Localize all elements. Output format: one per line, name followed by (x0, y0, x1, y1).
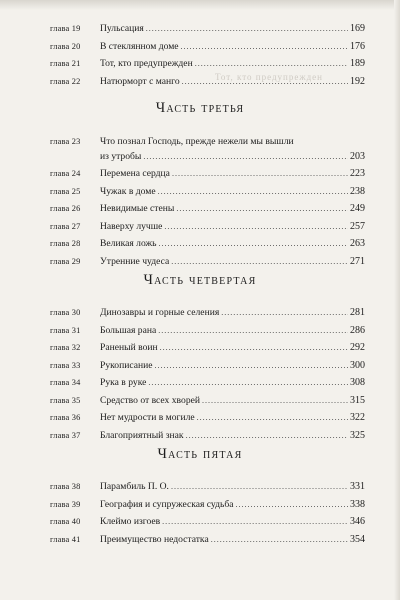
page-number: 281 (350, 307, 365, 318)
page-number: 286 (350, 324, 365, 336)
toc-list-part-four (50, 304, 365, 444)
chapter-number: глава 34 (50, 378, 81, 387)
chapter-number: глава 30 (50, 308, 81, 317)
page-number: 315 (350, 394, 365, 406)
page-number: 308 (350, 377, 365, 388)
chapter-number: глава 23 (50, 137, 81, 146)
page-number: 238 (350, 185, 365, 197)
leader-dots (181, 38, 348, 56)
page-number: 176 (350, 40, 365, 52)
page-number: 263 (350, 238, 365, 249)
page-number: 354 (350, 533, 365, 545)
chapter-number: глава 39 (50, 499, 81, 509)
chapter-number: глава 32 (50, 343, 81, 352)
page-number: 346 (350, 516, 365, 527)
chapter-title: Рука в руке (100, 374, 148, 392)
toc-entry-34[interactable] (50, 374, 365, 392)
page-side-shadow (394, 0, 400, 600)
part-three-heading: Часть третья (155, 100, 245, 116)
leader-dots (221, 304, 348, 322)
page-number: 325 (350, 429, 365, 441)
chapter-title: География и супружеская судьба (100, 496, 236, 514)
leader-dots (155, 357, 348, 375)
chapter-number: глава 41 (50, 534, 81, 544)
chapter-number: глава 40 (50, 517, 81, 526)
toc-entry-40[interactable] (50, 513, 365, 531)
chapter-title: Наверху лучше (100, 218, 164, 236)
part-five-heading: Часть пятая (157, 446, 243, 462)
leader-dots (197, 409, 348, 427)
toc-entry-21[interactable] (50, 55, 365, 73)
chapter-title: Благоприятный знак (100, 427, 186, 445)
chapter-number: глава 37 (50, 430, 81, 440)
chapter-title: Чужак в доме (100, 183, 158, 201)
toc-entry-36[interactable] (50, 409, 365, 427)
toc-entry-27[interactable] (50, 218, 365, 236)
toc-entry-29[interactable] (50, 253, 365, 271)
chapter-number: глава 38 (50, 482, 81, 491)
chapter-title: Тот, кто предупрежден (100, 55, 195, 73)
chapter-number: глава 27 (50, 221, 81, 231)
toc-entry-39[interactable] (50, 496, 365, 514)
page-number: 192 (350, 75, 365, 87)
chapter-title: Парамбиль П. О. (100, 478, 171, 496)
toc-entry-32[interactable] (50, 339, 365, 357)
chapter-title: Перемена сердца (100, 165, 172, 183)
toc-entry-31[interactable] (50, 322, 365, 340)
leader-dots (171, 253, 348, 271)
leader-dots (160, 339, 348, 357)
toc-list-part-three (50, 133, 365, 270)
toc-entry-20[interactable] (50, 38, 365, 56)
toc-entry-28[interactable] (50, 235, 365, 253)
leader-dots (236, 496, 348, 514)
leader-dots (186, 427, 348, 445)
chapter-number: глава 26 (50, 204, 81, 213)
leader-dots (158, 322, 348, 340)
page-number: 203 (350, 150, 365, 162)
page-number: 300 (350, 359, 365, 371)
chapter-title: Рукописание (100, 357, 155, 375)
chapter-title: Средство от всех хворей (100, 392, 202, 410)
toc-entry-35[interactable] (50, 392, 365, 410)
chapter-title: Нет мудрости в могиле (100, 409, 197, 427)
page-number: 189 (350, 58, 365, 69)
toc-entry-41[interactable] (50, 531, 365, 549)
toc-entry-38[interactable] (50, 478, 365, 496)
leader-dots (195, 55, 348, 73)
chapter-title: Натюрморт с манго (100, 73, 182, 91)
chapter-title: Динозавры и горные селения (100, 304, 221, 322)
chapter-number: глава 29 (50, 256, 81, 266)
chapter-number: глава 22 (50, 76, 81, 86)
leader-dots (143, 148, 348, 166)
chapter-title: Великая ложь (100, 235, 159, 253)
toc-entry-24[interactable] (50, 165, 365, 183)
leader-dots (182, 73, 348, 91)
chapter-title: Клеймо изгоев (100, 513, 162, 531)
chapter-number: глава 25 (50, 186, 81, 196)
chapter-number: глава 28 (50, 239, 81, 248)
toc-entry-22[interactable] (50, 73, 365, 91)
leader-dots (158, 183, 348, 201)
leader-dots (146, 20, 348, 38)
leader-dots (148, 374, 348, 392)
chapter-title-continued: из утробы (100, 148, 143, 166)
toc-entry-30[interactable] (50, 304, 365, 322)
leader-dots (211, 531, 348, 549)
page-number: 271 (350, 255, 365, 267)
leader-dots (202, 392, 348, 410)
leader-dots (176, 200, 348, 218)
chapter-title: Преимущество недостатка (100, 531, 211, 549)
chapter-title: Что познал Господь, прежде нежели мы вышли (100, 133, 365, 151)
chapter-number: глава 24 (50, 169, 81, 178)
page-number: 257 (350, 220, 365, 232)
toc-entry-33[interactable] (50, 357, 365, 375)
chapter-title: Большая рана (100, 322, 158, 340)
page-number: 292 (350, 342, 365, 353)
chapter-number: глава 19 (50, 24, 81, 33)
page-number: 322 (350, 412, 365, 423)
toc-entry-37[interactable] (50, 427, 365, 445)
bleed-through-text: Тот, кто предупрежден (215, 72, 323, 82)
chapter-title: Невидимые стены (100, 200, 176, 218)
toc-entry-26[interactable] (50, 200, 365, 218)
page-number: 169 (350, 23, 365, 34)
chapter-number: глава 35 (50, 395, 81, 405)
toc-entry-19[interactable] (50, 20, 365, 38)
chapter-title: Раненый воин (100, 339, 160, 357)
leader-dots (162, 513, 348, 531)
chapter-number: глава 21 (50, 59, 81, 68)
page-number: 331 (350, 481, 365, 492)
toc-list-continued (50, 20, 365, 90)
part-four-heading: Часть четвертая (143, 272, 257, 288)
leader-dots (164, 218, 348, 236)
page-number: 223 (350, 168, 365, 179)
chapter-title: Утренние чудеса (100, 253, 171, 271)
toc-entry-25[interactable] (50, 183, 365, 201)
chapter-number: глава 33 (50, 360, 81, 370)
leader-dots (159, 235, 348, 253)
chapter-number: глава 20 (50, 41, 81, 51)
chapter-number: глава 31 (50, 325, 81, 335)
leader-dots (172, 165, 348, 183)
page-number: 249 (350, 203, 365, 214)
toc-entry-23[interactable] (50, 133, 365, 165)
page-edge-shadow (0, 0, 400, 10)
toc-list-part-five (50, 478, 365, 548)
chapter-title: Пульсация (100, 20, 146, 38)
chapter-title: В стеклянном доме (100, 38, 181, 56)
leader-dots (171, 478, 348, 496)
chapter-number: глава 36 (50, 413, 81, 422)
page-number: 338 (350, 498, 365, 510)
